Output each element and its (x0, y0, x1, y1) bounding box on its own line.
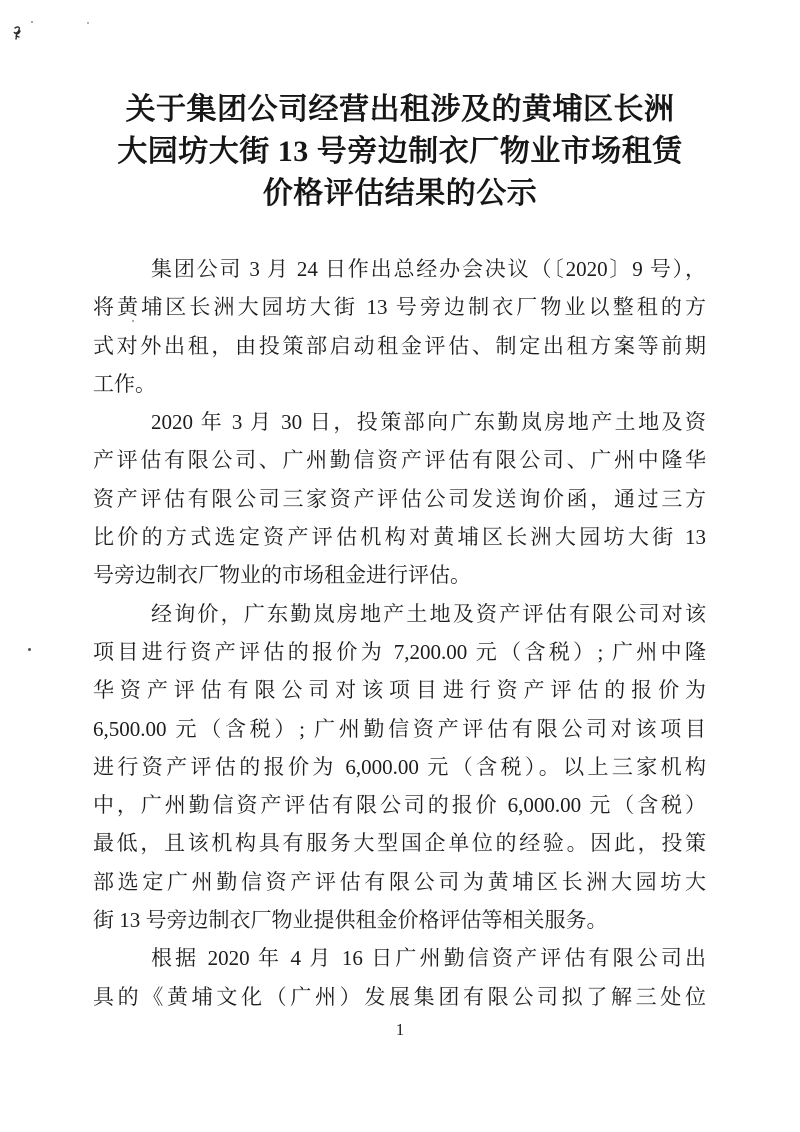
text-line: 根据 2020 年 4 月 16 日广州勤信资产评估有限公司出 (151, 946, 706, 971)
title-line: 大园坊大街 13 号旁边制衣厂物业市场租赁 (117, 135, 683, 168)
title-line: 关于集团公司经营出租涉及的黄埔区长洲 (125, 93, 675, 126)
text-line: 6,500.00 元（含税）; 广州勤信资产评估有限公司对该项目 (93, 716, 706, 741)
text-line: 式对外出租，由投策部启动租金评估、制定出租方案等前期 (93, 333, 706, 358)
text-line: 产评估有限公司、广州勤信资产评估有限公司、广州中隆华 (93, 448, 706, 473)
scan-speck (28, 648, 31, 651)
text-line: 集团公司 3 月 24 日作出总经办会决议（〔2020〕9 号）， (151, 257, 706, 281)
paragraph (93, 250, 706, 403)
text-line: 项目进行资产评估的报价为 7,200.00 元（含税）; 广州中隆 (93, 639, 706, 664)
text-line: 华资产评估有限公司对该项目进行资产评估的报价为 (93, 678, 706, 703)
paragraph (93, 595, 706, 940)
paragraph (93, 403, 706, 594)
text-line: 2020 年 3 月 30 日，投策部向广东勤岚房地产土地及资 (151, 410, 706, 435)
paragraph (93, 939, 706, 1016)
text-line: 号旁边制衣厂物业的市场租金进行评估。 (93, 563, 471, 588)
page-number: 1 (395, 1020, 405, 1039)
text-line: 部选定广州勤信资产评估有限公司为黄埔区长洲大园坊大 (93, 869, 706, 894)
text-line: 资产评估有限公司三家资产评估公司发送询价函，通过三方 (93, 486, 706, 511)
text-line: 将黄埔区长洲大园坊大街 13 号旁边制衣厂物业以整租的方 (93, 295, 706, 320)
pen-mark-icon (11, 25, 27, 43)
text-line: 比价的方式选定资产评估机构对黄埔区长洲大园坊大街 13 (93, 525, 706, 550)
text-line: 具的《黄埔文化（广州）发展集团有限公司拟了解三处位 (93, 984, 706, 1009)
text-line: 最低，且该机构具有服务大型国企单位的经验。因此，投策 (93, 831, 706, 856)
document-title (40, 89, 760, 215)
text-line: 工作。 (93, 371, 156, 396)
document-body (93, 250, 706, 1016)
text-line: 经询价，广东勤岚房地产土地及资产评估有限公司对该 (151, 601, 706, 626)
text-line: 中，广州勤信资产评估有限公司的报价 6,000.00 元（含税） (93, 793, 706, 818)
text-line: 街 13 号旁边制衣厂物业提供租金价格评估等相关服务。 (93, 908, 608, 933)
text-line: 进行资产评估的报价为 6,000.00 元（含税）。以上三家机构 (93, 754, 706, 779)
title-line: 价格评估结果的公示 (262, 177, 538, 210)
scan-speck (31, 21, 33, 23)
scan-speck (87, 22, 89, 24)
